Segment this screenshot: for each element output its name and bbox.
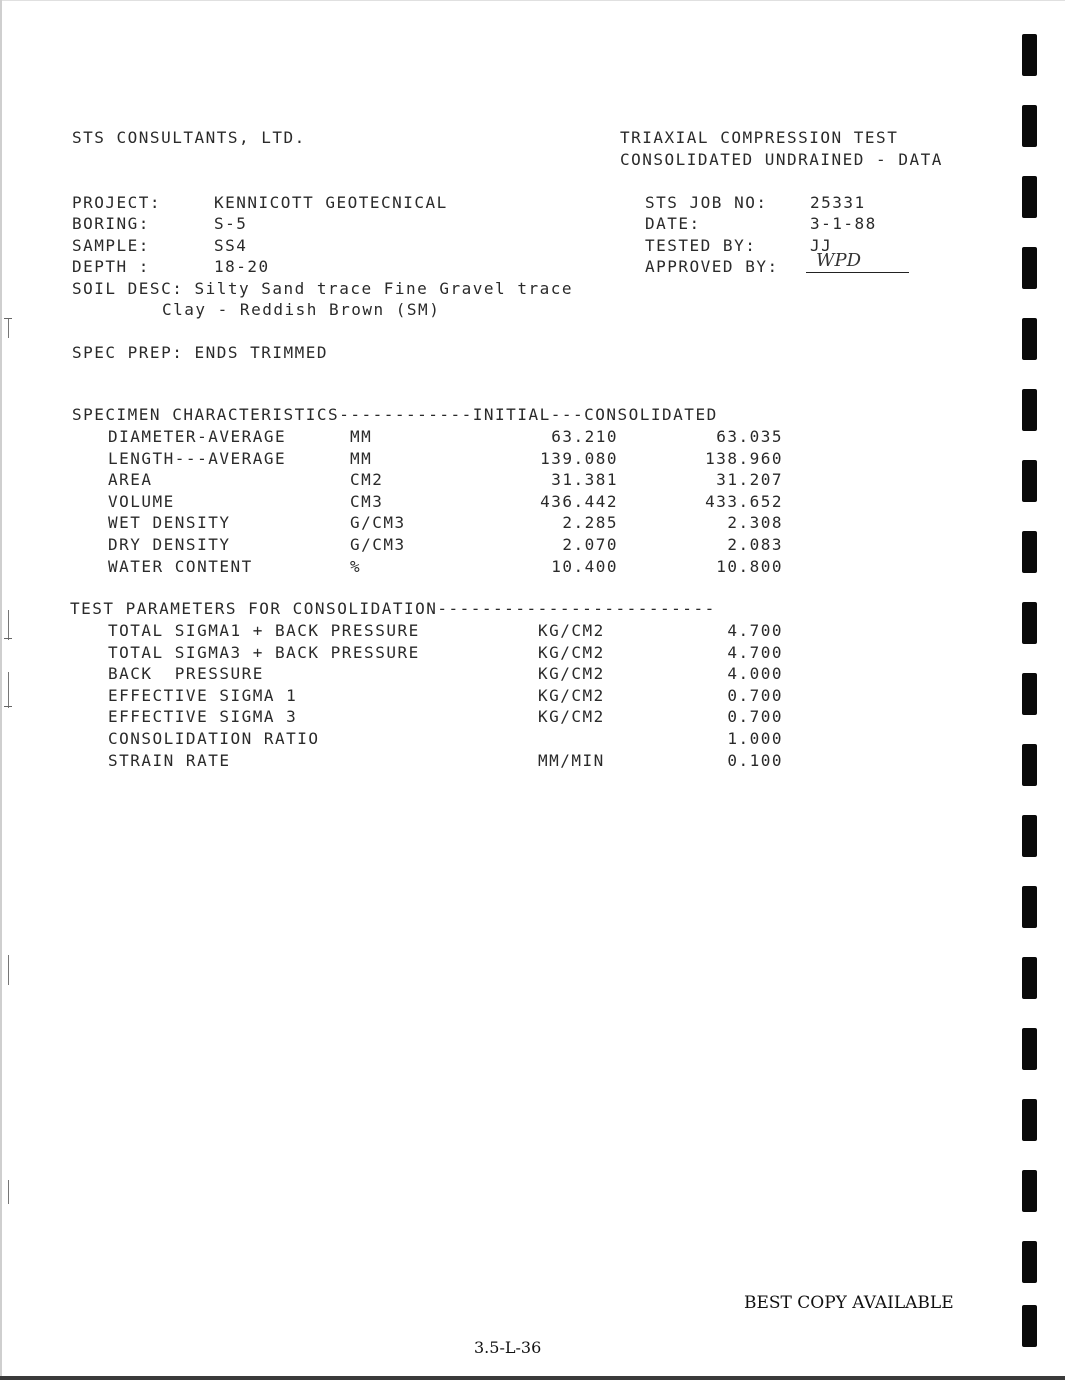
- specimen-row-unit: G/CM3: [350, 513, 406, 533]
- binder-hole-mark: [1022, 105, 1037, 147]
- scan-mark: [8, 318, 9, 338]
- consolidation-section-header: TEST PARAMETERS FOR CONSOLIDATION-------------------------: [70, 599, 716, 618]
- sample-value: SS4: [214, 236, 248, 255]
- consolidation-row-unit: KG/CM2: [538, 642, 605, 662]
- specimen-row-initial: 63.210: [551, 427, 618, 446]
- specimen-row-consolidated: 2.308: [727, 513, 783, 533]
- signature-line: [806, 272, 909, 273]
- specimen-row-consolidated: 433.652: [705, 491, 783, 511]
- specimen-row-unit: G/CM3: [350, 535, 406, 554]
- consolidation-row-name: EFFECTIVE SIGMA 1: [108, 685, 298, 705]
- boring-value: S-5: [214, 214, 248, 233]
- specimen-row-initial: 2.070: [562, 535, 618, 554]
- scan-mark: [8, 955, 9, 985]
- test-title: TRIAXIAL COMPRESSION TEST: [620, 128, 899, 147]
- consolidation-row-value: 4.000: [727, 664, 783, 684]
- specimen-row-name: WATER CONTENT: [108, 556, 253, 576]
- binder-hole-mark: [1022, 1099, 1037, 1141]
- specimen-row-name: DIAMETER-AVERAGE: [108, 427, 287, 446]
- binder-hole-mark: [1022, 34, 1037, 76]
- scan-mark: [4, 706, 12, 707]
- specimen-row-unit: %: [350, 556, 362, 576]
- specimen-row-unit: CM2: [350, 470, 384, 490]
- specimen-section-header: SPECIMEN CHARACTERISTICS------------INITIAL---CONSOLIDATED: [72, 405, 718, 424]
- boring-label: BORING:: [72, 214, 150, 233]
- consolidation-row-unit: KG/CM2: [538, 621, 605, 640]
- consolidation-row-value: 1.000: [727, 729, 783, 748]
- specimen-row-name: DRY DENSITY: [108, 535, 231, 554]
- job-number-value: 25331: [810, 193, 866, 212]
- specimen-row-name: VOLUME: [108, 491, 175, 511]
- specimen-row-initial: 139.080: [540, 448, 618, 468]
- binder-hole-mark: [1022, 957, 1037, 999]
- consolidation-row-name: CONSOLIDATION RATIO: [108, 729, 320, 748]
- consolidation-row-value: 0.100: [727, 750, 783, 770]
- project-label: PROJECT:: [72, 193, 162, 212]
- specimen-row-unit: MM: [350, 427, 373, 446]
- company-name: STS CONSULTANTS, LTD.: [72, 128, 306, 147]
- project-value: KENNICOTT GEOTECNICAL: [214, 193, 448, 212]
- consolidation-row-name: BACK PRESSURE: [108, 664, 264, 684]
- binder-hole-mark: [1022, 886, 1037, 928]
- binder-hole-mark: [1022, 1241, 1037, 1283]
- approved-by-label: APPROVED BY:: [645, 257, 779, 276]
- tested-by-label: TESTED BY:: [645, 236, 757, 255]
- consolidation-row-name: EFFECTIVE SIGMA 3: [108, 707, 298, 727]
- binder-hole-mark: [1022, 673, 1037, 715]
- specimen-row-initial: 10.400: [551, 556, 618, 576]
- specimen-row-unit: CM3: [350, 491, 384, 511]
- job-number-label: STS JOB NO:: [645, 193, 768, 212]
- date-label: DATE:: [645, 214, 701, 233]
- specimen-row-consolidated: 31.207: [716, 470, 783, 490]
- binder-hole-mark: [1022, 460, 1037, 502]
- consolidation-row-unit: MM/MIN: [538, 750, 605, 770]
- consolidation-row-value: 4.700: [727, 621, 783, 640]
- specimen-row-initial: 31.381: [551, 470, 618, 490]
- specimen-row-consolidated: 138.960: [705, 448, 783, 468]
- tested-by-value: JJ: [810, 236, 833, 255]
- scan-mark: [8, 672, 9, 708]
- binder-hole-mark: [1022, 531, 1037, 573]
- specimen-row-name: WET DENSITY: [108, 513, 231, 533]
- depth-label: DEPTH :: [72, 257, 150, 276]
- binder-hole-mark: [1022, 1170, 1037, 1212]
- specimen-row-initial: 2.285: [562, 513, 618, 533]
- depth-value: 18-20: [214, 257, 270, 276]
- page-top-edge: [0, 0, 1065, 1]
- specimen-row-name: AREA: [108, 470, 153, 490]
- specimen-row-consolidated: 2.083: [727, 535, 783, 554]
- binder-hole-mark: [1022, 389, 1037, 431]
- consolidation-row-unit: KG/CM2: [538, 685, 605, 705]
- specimen-row-initial: 436.442: [540, 491, 618, 511]
- scan-mark: [8, 610, 9, 640]
- date-value: 3-1-88: [810, 214, 877, 233]
- consolidation-row-value: 0.700: [727, 685, 783, 705]
- test-subtitle: CONSOLIDATED UNDRAINED - DATA: [620, 150, 943, 169]
- binder-hole-mark: [1022, 176, 1037, 218]
- spec-prep: SPEC PREP: ENDS TRIMMED: [72, 343, 329, 362]
- binder-hole-mark: [1022, 1305, 1037, 1347]
- scan-mark: [4, 638, 12, 639]
- approval-signature: WPD: [816, 250, 862, 271]
- binder-hole-mark: [1022, 247, 1037, 289]
- consolidation-row-value: 0.700: [727, 707, 783, 727]
- consolidation-row-name: TOTAL SIGMA1 + BACK PRESSURE: [108, 621, 420, 640]
- page-bottom-edge: [0, 1376, 1065, 1380]
- specimen-row-unit: MM: [350, 448, 373, 468]
- scan-mark: [4, 318, 12, 319]
- specimen-row-consolidated: 10.800: [716, 556, 783, 576]
- binder-hole-mark: [1022, 318, 1037, 360]
- binder-hole-mark: [1022, 1028, 1037, 1070]
- page-number: 3.5-L-36: [474, 1338, 542, 1357]
- binder-hole-mark: [1022, 744, 1037, 786]
- specimen-row-consolidated: 63.035: [716, 427, 783, 446]
- specimen-row-name: LENGTH---AVERAGE: [108, 448, 287, 468]
- scan-mark: [8, 1180, 9, 1204]
- sample-label: SAMPLE:: [72, 236, 150, 255]
- consolidation-row-unit: KG/CM2: [538, 664, 605, 684]
- consolidation-row-name: TOTAL SIGMA3 + BACK PRESSURE: [108, 642, 420, 662]
- page-left-edge: [0, 0, 2, 1380]
- soil-description-line-2: Clay - Reddish Brown (SM): [162, 300, 441, 319]
- soil-description-line-1: SOIL DESC: Silty Sand trace Fine Gravel trace: [72, 279, 573, 298]
- best-copy-stamp: BEST COPY AVAILABLE: [744, 1293, 954, 1313]
- consolidation-row-name: STRAIN RATE: [108, 750, 231, 770]
- consolidation-row-unit: KG/CM2: [538, 707, 605, 727]
- binder-hole-mark: [1022, 602, 1037, 644]
- consolidation-row-value: 4.700: [727, 642, 783, 662]
- binder-hole-mark: [1022, 815, 1037, 857]
